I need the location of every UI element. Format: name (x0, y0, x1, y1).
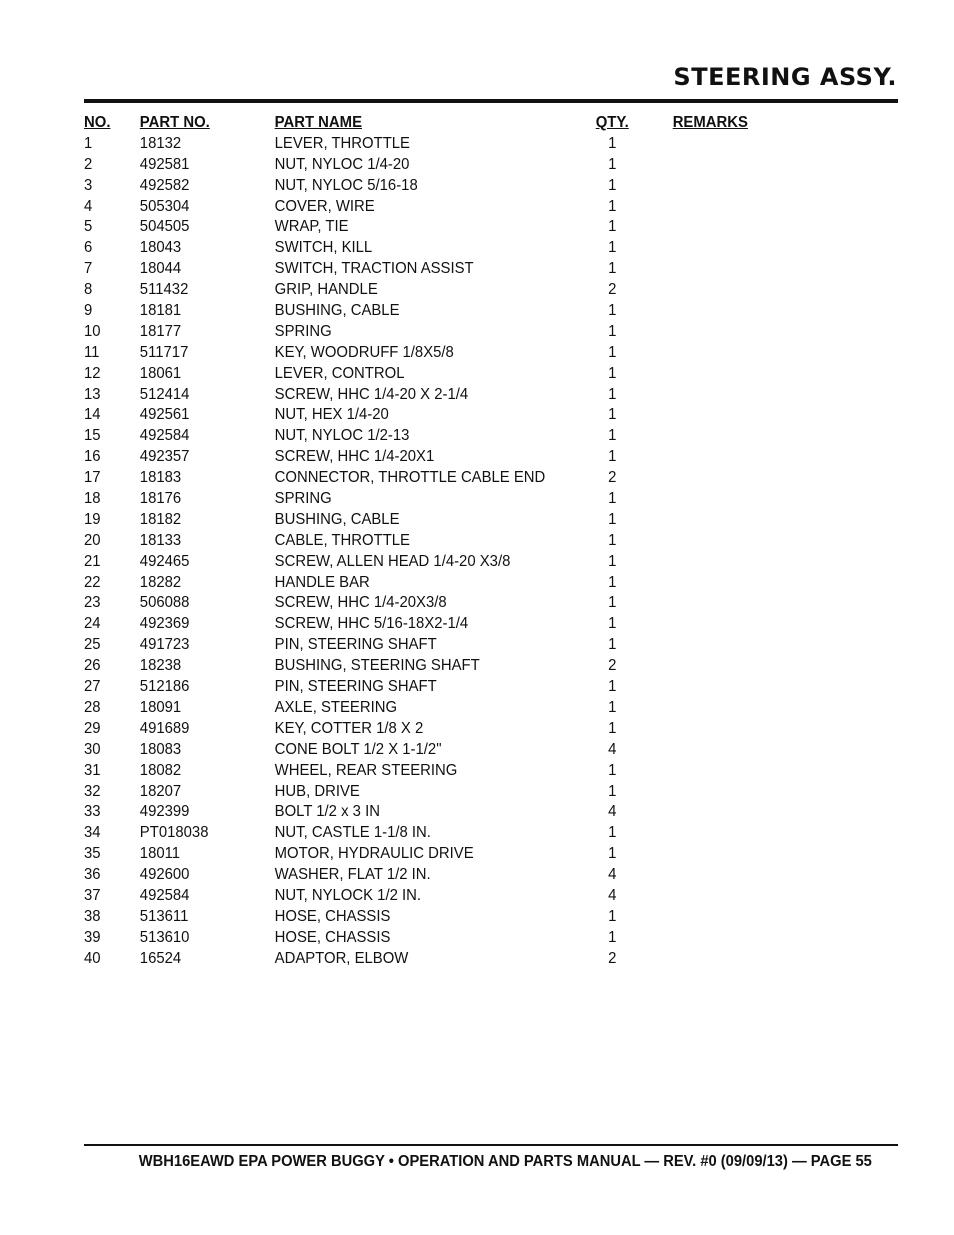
cell-no: 26 (84, 657, 101, 675)
table-row (84, 656, 791, 677)
cell-no: 18 (84, 490, 101, 508)
table-row (84, 761, 791, 782)
table-row (84, 844, 791, 865)
cell-part-name: PIN, STEERING SHAFT (274, 636, 437, 654)
cell-part-no: 491723 (139, 636, 190, 654)
cell-part-name: NUT, CASTLE 1-1/8 IN. (274, 824, 431, 842)
table-row (84, 217, 791, 238)
table-header-row (84, 113, 791, 134)
cell-part-no: 18182 (139, 510, 182, 528)
cell-qty: 1 (608, 928, 617, 946)
cell-part-name: MOTOR, HYDRAULIC DRIVE (274, 845, 474, 863)
table-row (84, 907, 791, 928)
table-row (84, 322, 791, 343)
header-part-no: PART NO. (139, 114, 210, 131)
cell-no: 25 (84, 636, 101, 654)
cell-part-no: 491689 (139, 719, 190, 737)
cell-no: 30 (84, 740, 101, 758)
cell-part-no: 18133 (139, 531, 182, 549)
cell-no: 4 (84, 197, 93, 215)
cell-qty: 4 (608, 803, 617, 821)
cell-part-no: 492465 (139, 552, 190, 570)
cell-qty: 1 (608, 510, 617, 528)
table-row (84, 614, 791, 635)
cell-part-no: 505304 (139, 197, 190, 215)
table-row (84, 468, 791, 489)
cell-part-no: 511432 (139, 281, 189, 299)
cell-no: 13 (84, 385, 101, 403)
cell-no: 12 (84, 364, 101, 382)
cell-qty: 4 (608, 866, 617, 884)
cell-part-no: 18061 (139, 364, 182, 382)
cell-part-no: 492581 (139, 155, 190, 173)
table-row (84, 197, 791, 218)
cell-part-no: 18181 (139, 302, 182, 320)
cell-part-no: 16524 (139, 949, 182, 967)
cell-no: 11 (84, 343, 100, 361)
table-row (84, 280, 791, 301)
table-row (84, 928, 791, 949)
cell-no: 17 (84, 469, 101, 487)
cell-part-name: CONE BOLT 1/2 X 1-1/2" (274, 740, 442, 758)
cell-qty: 1 (608, 719, 617, 737)
cell-part-no: 18177 (139, 322, 182, 340)
cell-part-no: 492584 (139, 886, 190, 904)
cell-no: 19 (84, 510, 101, 528)
cell-part-name: SCREW, HHC 1/4-20X1 (274, 448, 435, 466)
cell-qty: 1 (608, 490, 617, 508)
cell-qty: 1 (608, 364, 617, 382)
parts-table (84, 113, 791, 970)
cell-no: 39 (84, 928, 101, 946)
cell-no: 3 (84, 176, 93, 194)
table-row (84, 886, 791, 907)
header-remarks: REMARKS (672, 114, 748, 131)
cell-qty: 1 (608, 260, 617, 278)
cell-part-name: BUSHING, CABLE (274, 302, 400, 320)
cell-part-no: PT018038 (139, 824, 209, 842)
cell-no: 34 (84, 824, 101, 842)
cell-qty: 1 (608, 448, 617, 466)
cell-no: 40 (84, 949, 101, 967)
table-row (84, 489, 791, 510)
cell-no: 32 (84, 782, 101, 800)
cell-qty: 1 (608, 761, 617, 779)
cell-qty: 1 (608, 845, 617, 863)
cell-part-no: 492357 (139, 448, 190, 466)
cell-qty: 1 (608, 406, 617, 424)
cell-qty: 1 (608, 678, 617, 696)
cell-part-name: NUT, NYLOC 1/2-13 (274, 427, 410, 445)
cell-no: 21 (84, 552, 101, 570)
table-row (84, 385, 791, 406)
cell-part-no: 18044 (139, 260, 182, 278)
header-part-name: PART NAME (274, 114, 362, 131)
cell-part-name: BUSHING, STEERING SHAFT (274, 657, 480, 675)
table-body (84, 134, 791, 970)
table-row (84, 740, 791, 761)
cell-qty: 1 (608, 594, 617, 612)
table-row (84, 698, 791, 719)
table-row (84, 802, 791, 823)
cell-part-no: 492561 (139, 406, 190, 424)
cell-no: 16 (84, 448, 101, 466)
cell-part-name: KEY, COTTER 1/8 X 2 (274, 719, 424, 737)
cell-part-name: HUB, DRIVE (274, 782, 360, 800)
table-row (84, 823, 791, 844)
cell-part-name: SCREW, HHC 1/4-20 X 2-1/4 (274, 385, 469, 403)
cell-part-name: PIN, STEERING SHAFT (274, 678, 437, 696)
cell-no: 5 (84, 218, 93, 236)
cell-no: 7 (84, 260, 93, 278)
cell-part-name: WRAP, TIE (274, 218, 349, 236)
cell-no: 31 (84, 761, 101, 779)
cell-qty: 1 (608, 824, 617, 842)
cell-part-name: HOSE, CHASSIS (274, 907, 391, 925)
cell-part-name: CONNECTOR, THROTTLE CABLE END (274, 469, 546, 487)
cell-part-name: HOSE, CHASSIS (274, 928, 391, 946)
cell-qty: 1 (608, 155, 617, 173)
cell-part-no: 18043 (139, 239, 182, 257)
cell-qty: 1 (608, 907, 617, 925)
cell-qty: 1 (608, 322, 617, 340)
header-qty: QTY. (595, 114, 629, 131)
cell-part-name: GRIP, HANDLE (274, 281, 378, 299)
cell-qty: 2 (608, 469, 617, 487)
cell-part-name: BUSHING, CABLE (274, 510, 400, 528)
cell-qty: 1 (608, 782, 617, 800)
cell-qty: 1 (608, 302, 617, 320)
header-no: NO. (84, 114, 111, 131)
cell-part-name: NUT, NYLOCK 1/2 IN. (274, 886, 422, 904)
cell-qty: 1 (608, 636, 617, 654)
cell-part-name: BOLT 1/2 x 3 IN (274, 803, 380, 821)
cell-qty: 2 (608, 949, 617, 967)
cell-part-no: 512186 (139, 678, 190, 696)
cell-part-no: 492399 (139, 803, 190, 821)
cell-part-name: SCREW, HHC 1/4-20X3/8 (274, 594, 447, 612)
cell-part-name: KEY, WOODRUFF 1/8X5/8 (274, 343, 454, 361)
page-footer: WBH16EAWD EPA POWER BUGGY • OPERATION AND PARTS MANUAL — REV. #0 (09/09/13) — PAGE 55 (138, 1153, 872, 1170)
table-row (84, 552, 791, 573)
table-row (84, 949, 791, 970)
cell-part-name: WHEEL, REAR STEERING (274, 761, 458, 779)
cell-qty: 1 (608, 176, 617, 194)
cell-part-name: AXLE, STEERING (274, 698, 398, 716)
table-row (84, 134, 791, 155)
cell-part-name: SPRING (274, 322, 332, 340)
cell-qty: 1 (608, 239, 617, 257)
cell-part-no: 512414 (139, 385, 190, 403)
cell-part-name: ADAPTOR, ELBOW (274, 949, 409, 967)
cell-no: 22 (84, 573, 101, 591)
table-row (84, 364, 791, 385)
cell-part-no: 18238 (139, 657, 182, 675)
cell-part-no: 18207 (139, 782, 182, 800)
cell-part-name: SWITCH, TRACTION ASSIST (274, 260, 474, 278)
cell-part-name: NUT, HEX 1/4-20 (274, 406, 389, 424)
cell-part-no: 18183 (139, 469, 182, 487)
table-row (84, 343, 791, 364)
cell-part-no: 492582 (139, 176, 190, 194)
cell-part-no: 18091 (139, 698, 182, 716)
cell-qty: 1 (608, 615, 617, 633)
table-row (84, 238, 791, 259)
cell-qty: 1 (608, 385, 617, 403)
cell-no: 2 (84, 155, 93, 173)
cell-no: 35 (84, 845, 101, 863)
cell-no: 14 (84, 406, 101, 424)
cell-part-name: SCREW, ALLEN HEAD 1/4-20 X3/8 (274, 552, 511, 570)
table-row (84, 865, 791, 886)
cell-qty: 4 (608, 886, 617, 904)
cell-part-no: 506088 (139, 594, 190, 612)
cell-no: 23 (84, 594, 101, 612)
table-row (84, 405, 791, 426)
page-title: STEERING ASSY. (673, 63, 897, 91)
table-row (84, 510, 791, 531)
table-row (84, 447, 791, 468)
cell-part-no: 18282 (139, 573, 182, 591)
cell-part-no: 18176 (139, 490, 182, 508)
table-row (84, 782, 791, 803)
table-row (84, 677, 791, 698)
cell-qty: 2 (608, 657, 617, 675)
cell-qty: 1 (608, 197, 617, 215)
cell-qty: 2 (608, 281, 617, 299)
cell-no: 38 (84, 907, 101, 925)
cell-no: 20 (84, 531, 101, 549)
cell-part-name: SPRING (274, 490, 332, 508)
cell-part-no: 513611 (139, 907, 189, 925)
table-row (84, 635, 791, 656)
table-row (84, 426, 791, 447)
cell-part-name: LEVER, CONTROL (274, 364, 405, 382)
cell-qty: 1 (608, 218, 617, 236)
cell-part-name: SCREW, HHC 5/16-18X2-1/4 (274, 615, 469, 633)
cell-part-name: COVER, WIRE (274, 197, 375, 215)
cell-no: 28 (84, 698, 101, 716)
cell-part-no: 504505 (139, 218, 190, 236)
cell-part-no: 18011 (139, 845, 181, 863)
cell-part-no: 18083 (139, 740, 182, 758)
cell-no: 1 (84, 134, 93, 152)
cell-no: 9 (84, 302, 93, 320)
table-row (84, 531, 791, 552)
cell-no: 27 (84, 678, 101, 696)
cell-part-no: 18132 (139, 134, 182, 152)
cell-part-no: 513610 (139, 928, 190, 946)
cell-qty: 1 (608, 573, 617, 591)
cell-no: 33 (84, 803, 101, 821)
cell-no: 37 (84, 886, 101, 904)
cell-part-name: WASHER, FLAT 1/2 IN. (274, 866, 431, 884)
cell-no: 6 (84, 239, 93, 257)
cell-qty: 4 (608, 740, 617, 758)
cell-part-name: LEVER, THROTTLE (274, 134, 410, 152)
cell-no: 36 (84, 866, 101, 884)
cell-no: 8 (84, 281, 93, 299)
cell-no: 10 (84, 322, 101, 340)
cell-part-no: 511717 (139, 343, 189, 361)
cell-qty: 1 (608, 531, 617, 549)
table-row (84, 259, 791, 280)
cell-part-no: 492600 (139, 866, 190, 884)
cell-no: 29 (84, 719, 101, 737)
cell-part-name: NUT, NYLOC 1/4-20 (274, 155, 410, 173)
table-row (84, 593, 791, 614)
cell-part-no: 18082 (139, 761, 182, 779)
table-row (84, 573, 791, 594)
table-row (84, 155, 791, 176)
cell-part-no: 492369 (139, 615, 190, 633)
cell-qty: 1 (608, 427, 617, 445)
cell-part-no: 492584 (139, 427, 190, 445)
footer-divider (84, 1144, 898, 1146)
cell-no: 24 (84, 615, 101, 633)
table-row (84, 301, 791, 322)
cell-qty: 1 (608, 698, 617, 716)
cell-qty: 1 (608, 134, 617, 152)
title-divider (84, 99, 898, 103)
table-row (84, 719, 791, 740)
cell-part-name: HANDLE BAR (274, 573, 370, 591)
cell-no: 15 (84, 427, 101, 445)
cell-part-name: SWITCH, KILL (274, 239, 373, 257)
cell-qty: 1 (608, 343, 617, 361)
cell-part-name: CABLE, THROTTLE (274, 531, 410, 549)
cell-qty: 1 (608, 552, 617, 570)
table-row (84, 176, 791, 197)
cell-part-name: NUT, NYLOC 5/16-18 (274, 176, 418, 194)
